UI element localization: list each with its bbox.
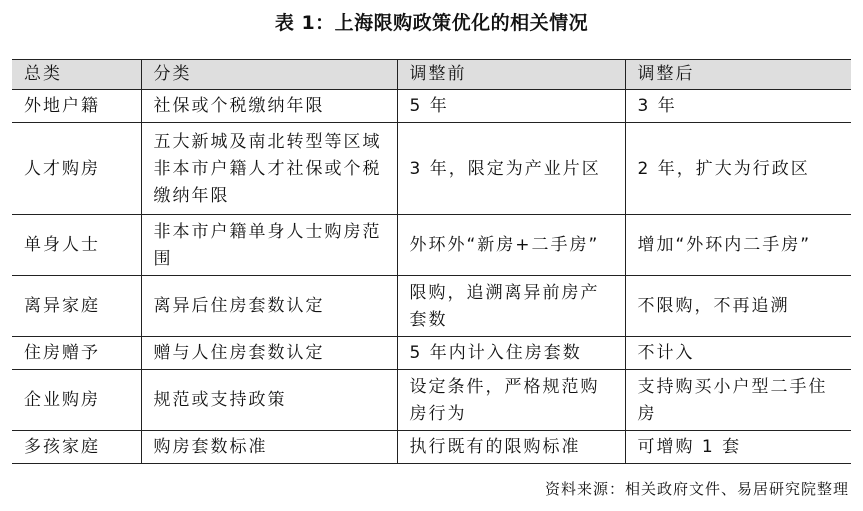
cell-category: 多孩家庭 [12, 431, 141, 464]
cell-after: 支持购买小户型二手住房 [625, 370, 851, 431]
table-header-row [12, 60, 851, 90]
cell-category: 人才购房 [12, 123, 141, 215]
table-row [12, 90, 851, 123]
cell-category: 住房赠予 [12, 337, 141, 370]
table-row [12, 276, 851, 337]
cell-category: 外地户籍 [12, 90, 141, 123]
cell-subcategory: 赠与人住房套数认定 [141, 337, 397, 370]
cell-category: 企业购房 [12, 370, 141, 431]
cell-subcategory: 非本市户籍单身人士购房范围 [141, 215, 397, 276]
cell-before: 设定条件，严格规范购房行为 [397, 370, 625, 431]
header-cell-category: 总类 [12, 60, 141, 90]
cell-before: 外环外“新房+二手房” [397, 215, 625, 276]
cell-subcategory: 社保或个税缴纳年限 [141, 90, 397, 123]
cell-before: 执行既有的限购标准 [397, 431, 625, 464]
header-cell-subcategory: 分类 [141, 60, 397, 90]
cell-after: 增加“外环内二手房” [625, 215, 851, 276]
header-cell-before: 调整前 [397, 60, 625, 90]
cell-after: 不计入 [625, 337, 851, 370]
table-title: 表 1：上海限购政策优化的相关情况 [274, 12, 589, 34]
cell-subcategory: 离异后住房套数认定 [141, 276, 397, 337]
header-cell-after: 调整后 [625, 60, 851, 90]
cell-before: 3 年，限定为产业片区 [397, 123, 625, 215]
table-row [12, 123, 851, 215]
cell-after: 可增购 1 套 [625, 431, 851, 464]
cell-subcategory: 购房套数标准 [141, 431, 397, 464]
cell-before: 5 年 [397, 90, 625, 123]
source-note: 资料来源：相关政府文件、易居研究院整理 [544, 480, 849, 498]
policy-table [12, 59, 851, 464]
cell-before: 5 年内计入住房套数 [397, 337, 625, 370]
cell-category: 单身人士 [12, 215, 141, 276]
cell-after: 3 年 [625, 90, 851, 123]
table-row [12, 370, 851, 431]
cell-category: 离异家庭 [12, 276, 141, 337]
table-row [12, 431, 851, 464]
table-row [12, 215, 851, 276]
cell-subcategory: 五大新城及南北转型等区域非本市户籍人才社保或个税缴纳年限 [141, 123, 397, 215]
table-row [12, 337, 851, 370]
cell-before: 限购，追溯离异前房产套数 [397, 276, 625, 337]
cell-after: 2 年，扩大为行政区 [625, 123, 851, 215]
cell-after: 不限购，不再追溯 [625, 276, 851, 337]
cell-subcategory: 规范或支持政策 [141, 370, 397, 431]
